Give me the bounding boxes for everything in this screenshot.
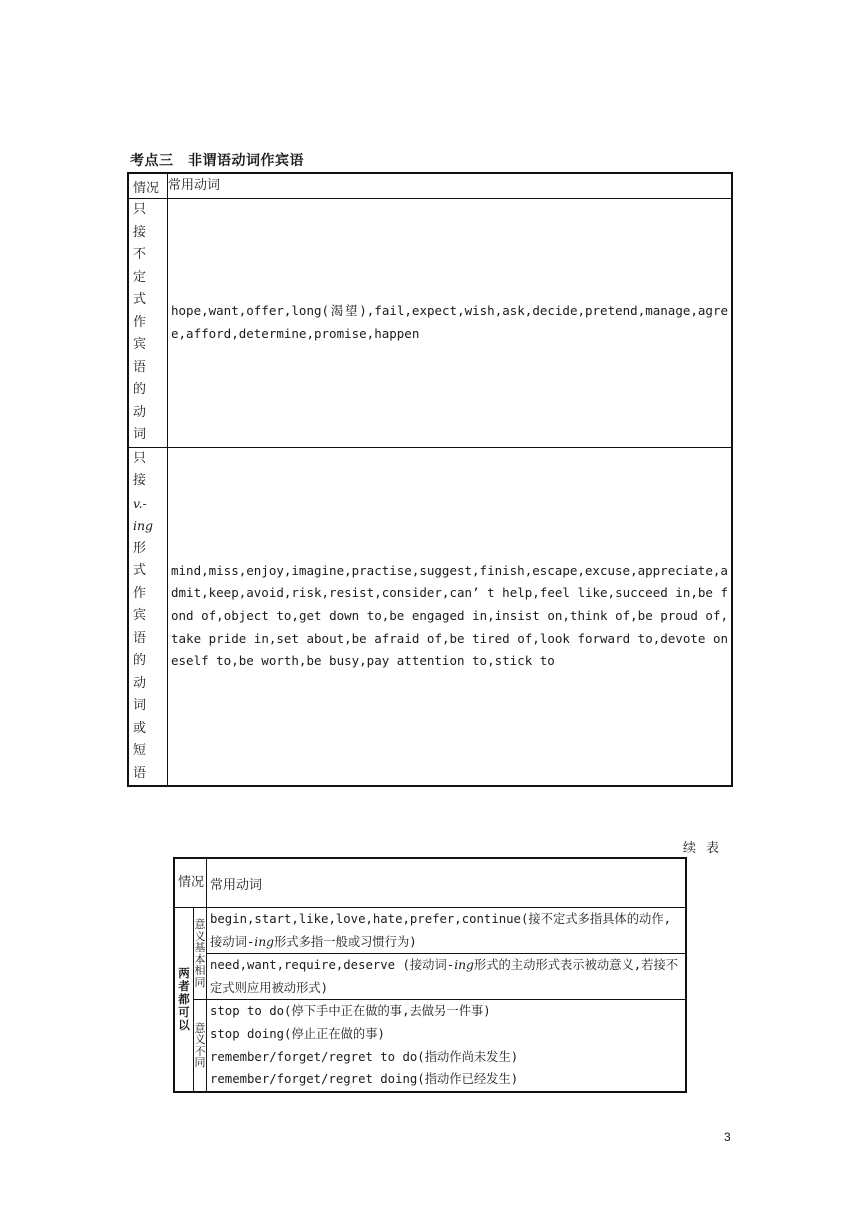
label-char: 语 bbox=[133, 359, 147, 375]
table-row bbox=[128, 199, 732, 448]
text-segment-italic: ing bbox=[254, 934, 275, 949]
label-char: 宾 bbox=[133, 337, 147, 352]
label-char: 语 bbox=[133, 630, 147, 646]
header-common-verbs: 常用动词 bbox=[168, 173, 733, 199]
same-meaning-row-1 bbox=[207, 908, 687, 954]
label-char: 形 bbox=[133, 540, 147, 556]
label-char: 短 bbox=[133, 743, 147, 758]
different-meaning-cell bbox=[207, 1000, 687, 1092]
diff-line: stop doing(停止正在做的事) bbox=[210, 1026, 385, 1041]
header-situation: 情况 bbox=[128, 173, 168, 199]
label-char: 只 bbox=[133, 450, 147, 466]
row-label-infinitive-only bbox=[128, 199, 168, 448]
different-meaning-label: 意义不同 bbox=[194, 1000, 207, 1092]
label-char: 词 bbox=[133, 427, 147, 442]
label-char: 不 bbox=[133, 247, 147, 262]
row-label-ing-only bbox=[128, 447, 168, 786]
page-number: 3 bbox=[724, 1130, 731, 1144]
continuation-label: 续表 bbox=[683, 841, 730, 856]
verbs-both-table bbox=[173, 857, 687, 1093]
label-char: 只 bbox=[133, 202, 147, 217]
table-row bbox=[174, 1000, 686, 1092]
label-char: 的 bbox=[133, 382, 147, 397]
label-char: 语 bbox=[133, 765, 147, 781]
both-possible-label: 两者都可以 bbox=[174, 908, 194, 1092]
diff-line: remember/forget/regret to do(指动作尚未发生) bbox=[210, 1049, 519, 1064]
same-meaning-row-2 bbox=[207, 954, 687, 1000]
text-segment: begin,start,like,love,hate,prefer,continue(接不定式多指具体的动作,接动词- bbox=[210, 912, 672, 949]
vertical-label bbox=[133, 199, 167, 447]
label-char: 动 bbox=[133, 675, 147, 691]
table-row bbox=[174, 908, 686, 954]
section-heading: 考点三 非谓语动词作宾语 bbox=[130, 153, 304, 169]
header-common-verbs: 常用动词 bbox=[207, 858, 687, 908]
text-segment: need,want,require,deserve (接动词- bbox=[210, 958, 455, 973]
header-situation: 情况 bbox=[174, 858, 207, 908]
text-segment: 形式的主动形式表示被动意义,若接不定式则应用被动形式) bbox=[210, 958, 679, 995]
label-char: 式 bbox=[133, 292, 147, 307]
label-char: 的 bbox=[133, 653, 147, 668]
label-char: 词 bbox=[133, 698, 147, 713]
label-char: 宾 bbox=[133, 608, 147, 623]
label-char: 或 bbox=[133, 720, 147, 736]
vertical-label bbox=[133, 448, 167, 786]
label-char: 式 bbox=[133, 563, 147, 578]
text-segment: 形式多指一般或习惯行为) bbox=[274, 934, 417, 949]
table-header-row bbox=[128, 173, 732, 199]
table-row bbox=[174, 954, 686, 1000]
text-segment-italic: ing bbox=[454, 958, 474, 973]
label-char: ing bbox=[133, 518, 154, 533]
ing-verbs-text: mind,miss,enjoy,imagine,practise,suggest,finish,escape,excuse,appreciate,admit,keep,avoid,risk,resist,consider,can’ t help,feel like,succeed in,be fond of,object to,get down to,be engaged in,insist on,think of,be proud of,take pride in,set about,be afraid of,be tired of,look forward to,devote oneself to,be worth,be busy,pay attention to,stick to bbox=[168, 447, 733, 786]
same-meaning-label: 意义基本相同 bbox=[194, 908, 207, 1000]
diff-line: remember/forget/regret doing(指动作已经发生) bbox=[210, 1072, 519, 1087]
diff-line: stop to do(停下手中正在做的事,去做另一件事) bbox=[210, 1004, 491, 1019]
label-char: 接 bbox=[133, 224, 147, 240]
label-char: 定 bbox=[133, 269, 147, 285]
table-header-row bbox=[174, 858, 686, 908]
label-char: 接 bbox=[133, 473, 147, 488]
infinitive-verbs-text: hope,want,offer,long(渴望),fail,expect,wish,ask,decide,pretend,manage,agree,afford,determine,promise,happen bbox=[168, 199, 733, 448]
label-char: v.- bbox=[133, 495, 147, 511]
table-row bbox=[128, 447, 732, 786]
label-char: 动 bbox=[133, 404, 147, 420]
verbs-object-table bbox=[127, 172, 733, 787]
label-char: 作 bbox=[133, 314, 147, 330]
label-char: 作 bbox=[133, 585, 147, 601]
